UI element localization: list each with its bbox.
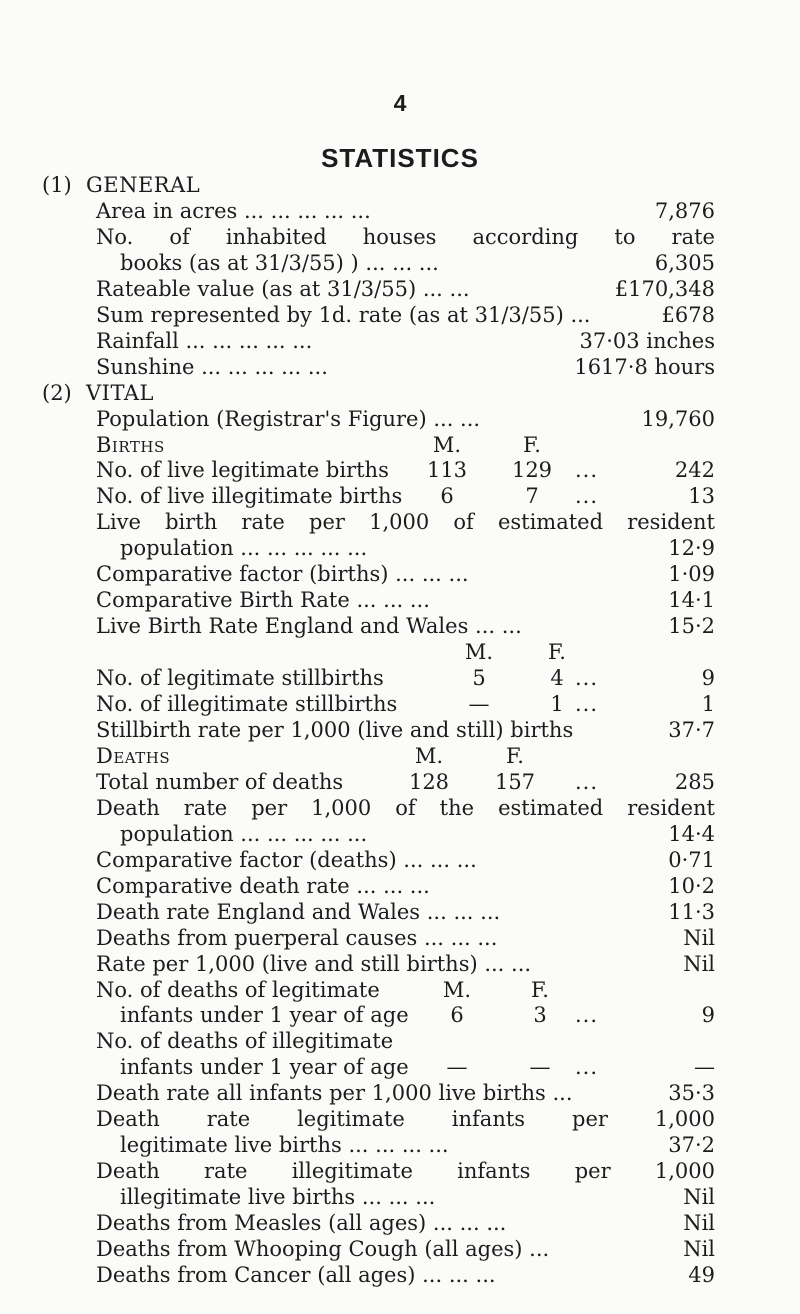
row-label: Comparative factor (deaths) ... ... ... — [96, 848, 477, 872]
row-value: Nil — [683, 1237, 715, 1261]
row-label: No. of legitimate stillbirths — [96, 666, 384, 690]
page-title: STATISTICS — [321, 143, 479, 173]
row-label: infants under 1 year of age — [120, 1003, 409, 1027]
leader-dots: ... — [575, 1003, 599, 1027]
row-value: 6,305 — [654, 251, 715, 275]
row-birth-rate-line1 — [0, 509, 800, 535]
row-infant-illegit-line2 — [0, 1054, 800, 1080]
female-value: — — [529, 1055, 551, 1079]
row-puerperal-deaths — [0, 925, 800, 951]
male-value: 5 — [472, 666, 486, 690]
row-value: Nil — [683, 1211, 715, 1235]
row-label: legitimate live births ... ... ... ... — [120, 1133, 449, 1157]
row-value: 11·3 — [668, 900, 715, 924]
row-label: Live birth rate per 1,000 of estimated resident — [96, 510, 715, 534]
row-value: 10·2 — [668, 874, 715, 898]
row-label: Area in acres ... ... ... ... ... — [96, 199, 371, 223]
row-label: No. of illegitimate stillbirths — [96, 692, 398, 716]
row-value: 14·4 — [668, 822, 715, 846]
section-general-heading — [0, 172, 800, 198]
row-label: Death rate illegitimate infants per 1,000 — [96, 1159, 715, 1183]
male-value: 6 — [450, 1003, 464, 1027]
row-label: Rainfall ... ... ... ... ... — [96, 329, 313, 353]
male-column-header: M. — [432, 433, 462, 457]
row-label: Rate per 1,000 (live and still births) ... ... — [96, 952, 532, 976]
row-label: Sunshine ... ... ... ... ... — [96, 355, 328, 379]
row-value: £170,348 — [614, 277, 715, 301]
row-value: £678 — [661, 303, 715, 327]
row-infant-rate-illegit-line2 — [0, 1184, 800, 1210]
row-ew-death-rate — [0, 899, 800, 925]
male-value: 6 — [440, 484, 454, 508]
deaths-header — [0, 743, 800, 769]
row-value: 12·9 — [668, 536, 715, 560]
row-label: Sum represented by 1d. rate (as at 31/3/55) ... — [96, 303, 591, 327]
row-label: Comparative factor (births) ... ... ... — [96, 562, 469, 586]
row-stillbirth-rate — [0, 717, 800, 743]
row-rateable-value — [0, 276, 800, 302]
male-value: 113 — [426, 458, 468, 482]
subsection-title: Deaths — [96, 744, 171, 768]
female-value: 4 — [550, 666, 564, 690]
row-infant-illegit-line1 — [0, 1028, 800, 1054]
row-comp-factor-births — [0, 561, 800, 587]
row-label: No. of deaths of illegitimate — [96, 1029, 394, 1053]
row-value: 15·2 — [668, 614, 715, 638]
row-label: Population (Registrar's Figure) ... ... — [96, 407, 481, 431]
female-value: 129 — [511, 458, 553, 482]
row-infant-rate-legit-line2 — [0, 1132, 800, 1158]
row-label: Deaths from Measles (all ages) ... ... ... — [96, 1211, 507, 1235]
row-label: books (as at 31/3/55) ) ... ... ... — [120, 251, 439, 275]
row-value: 1·09 — [668, 562, 715, 586]
row-comp-death-rate — [0, 873, 800, 899]
row-label: No. of live illegitimate births — [96, 484, 403, 508]
row-label: No. of inhabited houses according to rate — [96, 225, 715, 249]
row-value: 0·71 — [668, 848, 715, 872]
section-number: (2) — [42, 381, 72, 405]
row-value: Nil — [683, 952, 715, 976]
row-infant-rate-illegit-line1 — [0, 1158, 800, 1184]
row-live-illegit-births — [0, 483, 800, 509]
row-value: 7,876 — [654, 199, 715, 223]
leader-dots: ... — [575, 484, 599, 508]
subsection-title: Births — [96, 433, 165, 457]
male-column-header: M. — [442, 978, 472, 1002]
row-value: 1 — [701, 692, 715, 716]
row-value: 35·3 — [668, 1081, 715, 1105]
row-label: Rateable value (as at 31/3/55) ... ... — [96, 277, 470, 301]
female-column-header: F. — [548, 640, 566, 664]
row-comp-birth-rate — [0, 587, 800, 613]
female-value: 1 — [550, 692, 564, 716]
female-column-header: F. — [531, 978, 549, 1002]
row-value: — — [694, 1055, 715, 1079]
row-value: 37·03 inches — [579, 329, 715, 353]
row-illegit-stillbirths — [0, 691, 800, 717]
stillbirths-header — [0, 639, 800, 665]
leader-dots: ... — [575, 1055, 599, 1079]
female-column-header: F. — [506, 744, 524, 768]
row-live-legit-births — [0, 457, 800, 483]
female-value: 3 — [533, 1003, 547, 1027]
row-label: No. of deaths of legitimate — [96, 978, 380, 1002]
row-sunshine — [0, 354, 800, 380]
row-comp-factor-deaths — [0, 847, 800, 873]
row-death-rate-line2 — [0, 821, 800, 847]
row-rainfall — [0, 328, 800, 354]
row-value: 285 — [674, 770, 715, 794]
female-column-header: F. — [523, 433, 541, 457]
row-value: 37·2 — [668, 1133, 715, 1157]
row-value: 9 — [701, 666, 715, 690]
row-value: Nil — [683, 1185, 715, 1209]
row-label: Deaths from Whooping Cough (all ages) ... — [96, 1237, 550, 1261]
row-label: Stillbirth rate per 1,000 (live and still) births — [96, 718, 574, 742]
row-death-rate-line1 — [0, 795, 800, 821]
row-infant-legit-line2 — [0, 1002, 800, 1028]
male-value: — — [446, 1055, 468, 1079]
male-column-header: M. — [414, 744, 444, 768]
row-value: 1617·8 hours — [574, 355, 715, 379]
section-number: (1) — [42, 173, 72, 197]
row-label: Death rate all infants per 1,000 live births ... — [96, 1081, 573, 1105]
row-puerperal-rate — [0, 951, 800, 977]
row-area — [0, 198, 800, 224]
row-infant-rate-legit-line1 — [0, 1106, 800, 1132]
leader-dots: ... — [575, 770, 599, 794]
row-label: infants under 1 year of age — [120, 1055, 409, 1079]
row-value: 37·7 — [668, 718, 715, 742]
row-label: population ... ... ... ... ... — [120, 822, 368, 846]
row-value: 14·1 — [668, 588, 715, 612]
row-cancer-deaths — [0, 1262, 800, 1288]
row-value: 9 — [701, 1003, 715, 1027]
row-label: illegitimate live births ... ... ... — [120, 1185, 436, 1209]
row-value: 19,760 — [641, 407, 715, 431]
female-value: 157 — [494, 770, 536, 794]
row-label: Comparative death rate ... ... ... — [96, 874, 430, 898]
page-number: 4 — [393, 90, 407, 116]
section-title: GENERAL — [86, 173, 201, 197]
row-infant-rate-all — [0, 1080, 800, 1106]
female-value: 7 — [525, 484, 539, 508]
row-whooping-cough-deaths — [0, 1236, 800, 1262]
row-houses-line2 — [0, 250, 800, 276]
male-value: — — [468, 692, 490, 716]
leader-dots: ... — [575, 692, 599, 716]
leader-dots: ... — [575, 458, 599, 482]
row-label: Total number of deaths — [96, 770, 344, 794]
row-ew-birth-rate — [0, 613, 800, 639]
row-label: Deaths from puerperal causes ... ... ... — [96, 926, 498, 950]
row-population — [0, 406, 800, 432]
leader-dots: ... — [575, 666, 599, 690]
row-label: No. of live legitimate births — [96, 458, 389, 482]
row-value: 49 — [688, 1263, 715, 1287]
row-houses-line1 — [0, 224, 800, 250]
births-header — [0, 432, 800, 458]
row-label: Death rate England and Wales ... ... ... — [96, 900, 501, 924]
row-penny-rate — [0, 302, 800, 328]
row-infant-legit-line1 — [0, 977, 800, 1003]
row-legit-stillbirths — [0, 665, 800, 691]
row-value: Nil — [683, 926, 715, 950]
section-vital-heading — [0, 380, 800, 406]
row-label: population ... ... ... ... ... — [120, 536, 368, 560]
row-label: Comparative Birth Rate ... ... ... — [96, 588, 430, 612]
section-title: VITAL — [86, 381, 154, 405]
male-column-header: M. — [464, 640, 494, 664]
row-label: Death rate per 1,000 of the estimated resident — [96, 796, 715, 820]
row-birth-rate-line2 — [0, 535, 800, 561]
row-label: Death rate legitimate infants per 1,000 — [96, 1107, 715, 1131]
row-value: 242 — [674, 458, 715, 482]
row-measles-deaths — [0, 1210, 800, 1236]
row-value: 13 — [688, 484, 715, 508]
row-total-deaths — [0, 769, 800, 795]
row-label: Live Birth Rate England and Wales ... ... — [96, 614, 522, 638]
male-value: 128 — [408, 770, 450, 794]
row-label: Deaths from Cancer (all ages) ... ... ... — [96, 1263, 496, 1287]
